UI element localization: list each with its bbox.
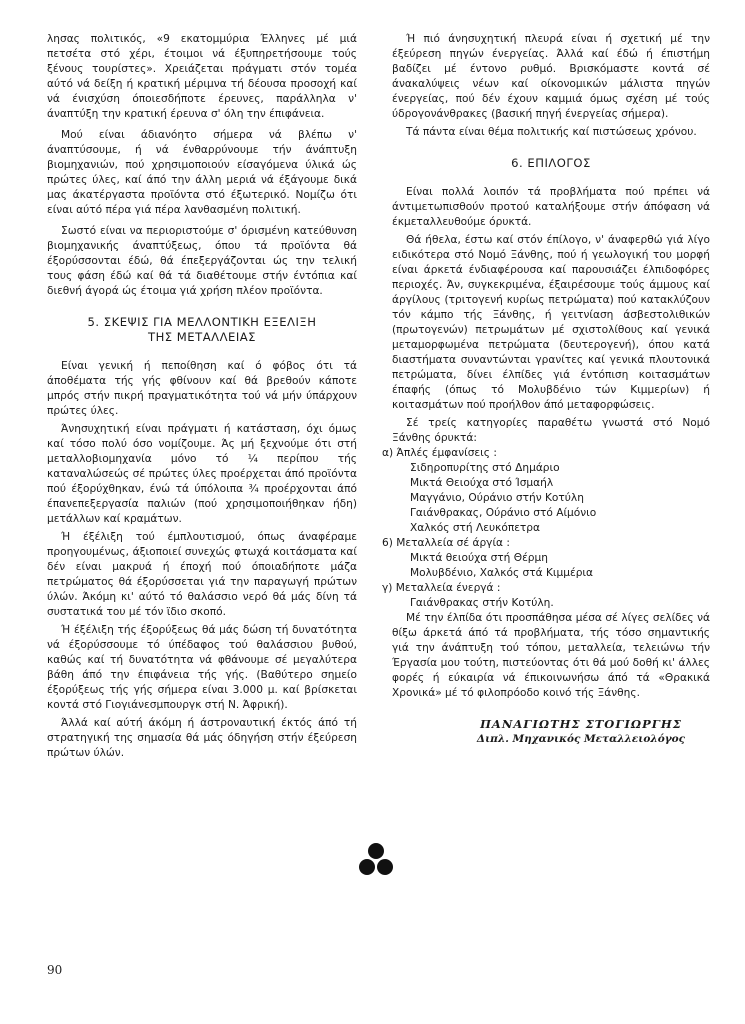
category-list <box>382 446 710 611</box>
paragraph: Είναι πολλά λοιπόν τά προβλήματα πού πρέπει νά άντιμετωπισθούν προτού καταλήξουμε στήν άπόφαση νά έκμεταλλευθούμε όρυκτά. <box>392 186 710 228</box>
paragraph: Μέ την έλπίδα ότι προσπάθησα μέσα σέ λίγες σελίδες νά θίξω άρκετά άπό τά προβλήματα, τής τόσο σημαντικής γιά την άνάπτυξη τού τόπου, μεταλλεία, τελειώνω τήν Έργασία μου τούτη, πιστεύοντας ότι θά μού δοθή κι' άλλες φορές ή εύκαιρία νά έπικοινωνήσω άπό τά «Θρακικά Χρονικά» μέ τό φιλοπρόοδο κοινό τής Ξάνθης. <box>392 612 710 699</box>
signature-block <box>392 717 710 747</box>
left-column <box>47 32 357 761</box>
list-item: Γαιάνθρακας, Ούράνιο στό Αίμόνιο <box>410 507 597 519</box>
paragraph: λησας πολιτικός, «9 εκατομμύρια Έλληνες μέ μιά πετσέτα στό χέρι, έτοιμοι νά έξυπηρετήσουμε τούς ξένους τουρίστες». Χρειάζεται πράγματι στόν τομέα αύτό νά δείξη ή κρατική μέριμνα τή δέουσα προσοχή καί νά ένισχύση όποιεσδήποτε έρευνες, παράλληλα ν' άναπτύξη την κρατική έρευνα σ' όλη την έπιφάνεια. <box>47 33 357 120</box>
paragraph: Ή πιό άνησυχητική πλευρά είναι ή σχετική μέ την έξεύρεση πηγών ένεργείας. Άλλά καί έδώ ή έπιστήμη βαδίζει μέ έντονο ρυθμό. Βρισκόμαστε κοντά σέ άνακαλύψεις νέων καί οίκονομικών μάλιστα πηγών ένεργείας, πού δέν έχουν καμμιά όμως σχέση μέ τούς ύδρογονάνθρακες (βασική πηγή ένεργείας σήμερα). <box>392 33 710 120</box>
category-label: 6) Μεταλλεία σέ άργία : <box>382 537 510 549</box>
right-column <box>382 32 710 747</box>
author-title: Διπλ. Μηχανικός Μεταλλειολόγος <box>476 733 686 745</box>
list-item: Μαγγάνιο, Ούράνιο στήν Κοτύλη <box>410 492 584 504</box>
list-item: Γαιάνθρακας στήν Κοτύλη. <box>410 597 554 609</box>
paragraph: Σωστό είναι να περιοριστούμε σ' όρισμένη κατεύθυνση βιομηχανικής άναπτύξεως, όπου τά προϊόντα θά έξορύσσονται έδώ, θά έπεξεργάζονται ώς την τελική τους φάση έδώ καί θά τά διαθέτουμε στήν έντόπια καί διεθνή άγορά ώς έτοιμα γιά χρήση πλέον προϊόντα. <box>47 225 357 297</box>
author-name: ΠΑΝΑΓΙΩΤΗΣ ΣΤΟΓΙΩΡΓΗΣ <box>480 717 682 731</box>
paragraph: Μού είναι άδιανόητο σήμερα νά βλέπω ν' άναπτύσουμε, ή νά ένθαρρύνουμε τήν άνάπτυξη βιομηχανιών, πού χρησιμοποιούν είσαγόμενα ύλικά ώς πρώτες ύλες, καί άπό την άλλη μεριά νά έξάγουμε δικά μας άκατέργαστα προϊόντα στό έξωτερικό. Νομίζω ότι είναι αύτό πέρα γιά πέρα λανθασμένη πολιτική. <box>47 129 357 216</box>
category-label: α) Άπλές έμφανίσεις : <box>382 447 497 459</box>
paragraph: Είναι γενική ή πεποίθηση καί ό φόβος ότι τά άποθέματα τής γής φθίνουν καί θά βρεθούν κάποτε μπρός στήν πικρή πραγματικότητα τού νά μήν ύπάρχουν πρώτες ύλες. <box>47 360 357 417</box>
paragraph: Άλλά καί αύτή άκόμη ή άστροναυτική έκτός άπό τή στρατηγική της σημασία θά μάς όδηγήση στήν έξεύρεση πρώτων ύλών. <box>47 717 357 759</box>
list-item: Χαλκός στή Λευκόπετρα <box>410 522 541 534</box>
list-item: Μολυβδένιο, Χαλκός στά Κιμμέρια <box>410 567 594 579</box>
three-dot-ornament-icon <box>358 843 394 876</box>
paragraph: Ή έξέλιξη τού έμπλουτισμού, όπως άναφέραμε προηγουμένως, άξιοποιεί συνεχώς φτωχά κοιτάσματα καί δέν είναι μακρυά ή έποχή πού όποιαδήποτε μάζα πετρώματος θά έξορύσσεται γιά την παραγωγή πρώτων ύλών. Άκόμη κι' αύτό τό θαλάσσιο νερό θά μάς δίνη τά συστατικά του μέ τόν ϊδιο σκοπό. <box>47 531 357 618</box>
paragraph: Τά πάντα είναι θέμα πολιτικής καί πιστώσεως χρόνου. <box>406 126 697 138</box>
ornament-dot-icon <box>377 859 393 875</box>
list-item: Μικτά Θειούχα στό Ίσμαήλ <box>410 477 554 489</box>
ornament-dot-icon <box>359 859 375 875</box>
ornament-dot-icon <box>368 843 384 859</box>
section-5-title-line-2: ΤΗΣ ΜΕΤΑΛΛΕΙΑΣ <box>147 330 256 344</box>
page-number: 90 <box>47 963 63 977</box>
list-item: Σιδηροπυρίτης στό Δημάριο <box>410 462 560 474</box>
list-item: Μικτά θειούχα στή Θέρμη <box>410 552 548 564</box>
category-label: γ) Μεταλλεία ένεργά : <box>382 582 501 594</box>
section-6-title: 6. ΕΠΙΛΟΓΟΣ <box>511 156 591 170</box>
section-5-title <box>47 315 357 345</box>
paragraph: Άνησυχητική είναι πράγματι ή κατάσταση, όχι όμως καί τόσο πολύ όσο νομίζουμε. Άς μή ξεχνούμε ότι στή μεταλλοβιομηχανία μόνο τό ¼ περίπου τής καταναλώσεώς σέ πρώτες ύλες προέρχεται άπό προϊόντα πού έξορύχθηκαν, ένώ τά ύπόλοιπα ¾ προέρχονται άπό έπανεπεξεργασία παλιών (πού χρησιμοποιήθηκαν ήδη) μετάλλων καί κραμάτων. <box>47 423 357 525</box>
paragraph: Ή έξέλιξη τής έξορύξεως θά μάς δώση τή δυνατότητα νά έξορύσσουμε τό ύπέδαφος τού θαλάσσιου βυθού, καθώς καί τή δυνατότητα νά φθάνουμε σέ μεγαλύτερα βάθη άπό την έπιφάνεια τής γής. (Βαθύτερο σημείο έξορύξεως τής γής σήμερα είναι 3.000 μ. καί βρίσκεται κοντά στό Γιογιάνεσμπουργκ στή Ν. Άφρική). <box>47 624 357 711</box>
paragraph: Σέ τρείς κατηγορίες παραθέτω γνωστά στό Νομό Ξάνθης όρυκτά: <box>392 417 710 444</box>
section-5-title-line-1: 5. ΣΚΕΨΙΣ ΓΙΑ ΜΕΛΛΟΝΤΙΚΗ ΕΞΕΛΙΞΗ <box>87 315 317 329</box>
paragraph: Θά ήθελα, έστω καί στόν έπίλογο, ν' άναφερθώ γιά λίγο ειδικότερα στό Νομό Ξάνθης, πού ή γεωλογική του μορφή είναι άρκετά ένδιαφέρουσα καί παρουσιάζει έλπιδοφόρες περιοχές. Άν, συγκεκριμένα, έξαιρέσουμε τούς άμμους καί άργίλους (τριτογενή κυρίως πετρώματα) πού κατακλύζουν τόν κάμπο τής Ξάνθης, ή γειτνίαση άσβεστολιθικών (πρωτογενών) πετρωμάτων μέ σχιστολίθους καί γενικά μεταμορφωμένα πετρώματα (δευτερογενή), όπου κατά διαστήματα συναντώνται γρανίτες καί γενικά πλουτονικά πετρώματα, δίνει έλπίδες γιά έντόπιση κοιτασμάτων έπαφής (όπως τό Μολυβδένιο τών Κιμμερίων) ή κοιτασμάτων πού προήλθον άπό μεταφορφώσεις. <box>392 234 710 411</box>
